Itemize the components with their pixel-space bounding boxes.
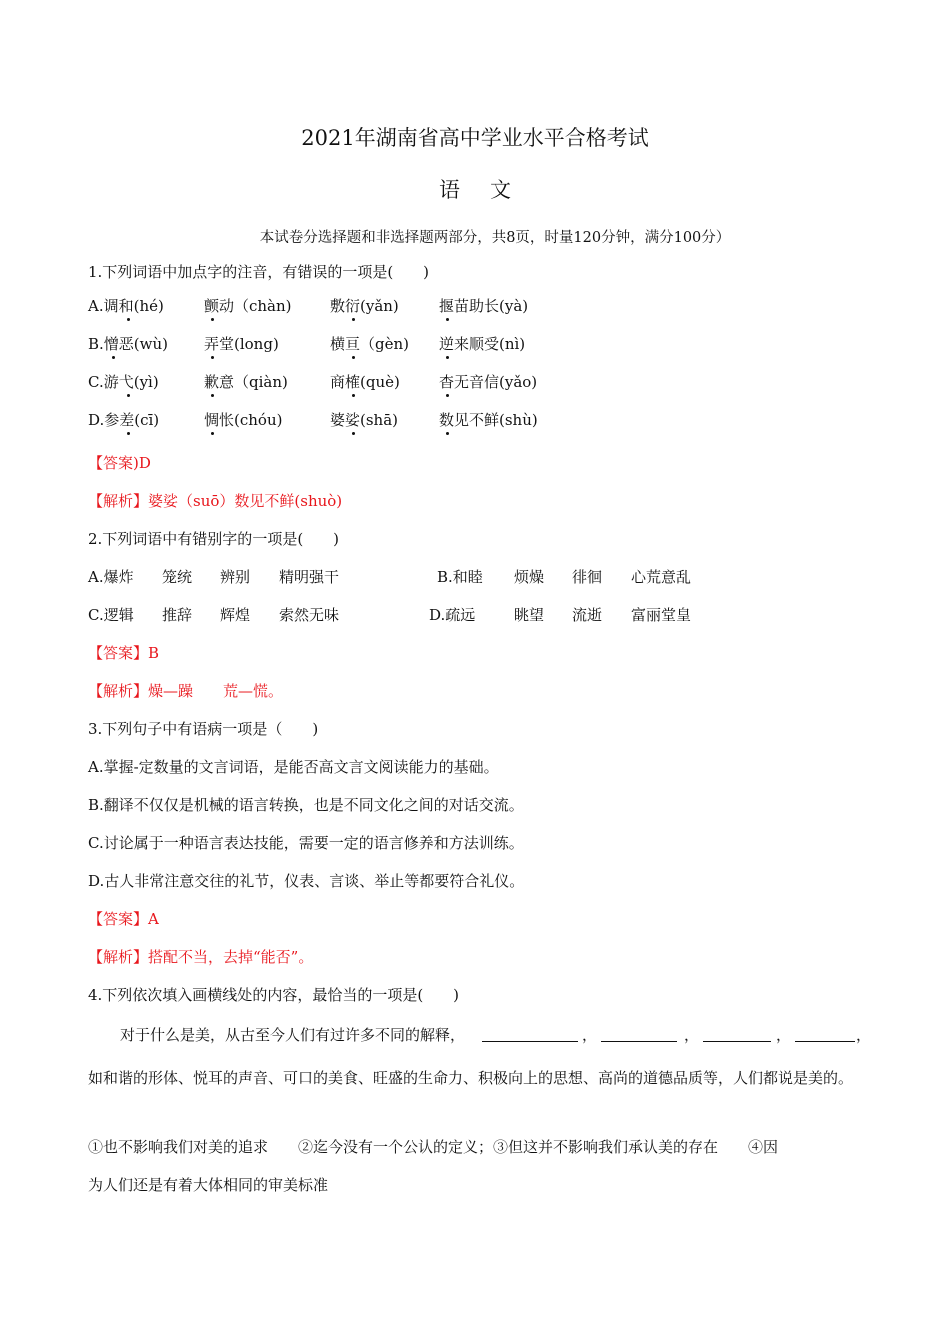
q2-item: B.和睦 xyxy=(437,568,483,586)
q1-analysis xyxy=(88,491,342,511)
q1-c-item-3: 商榷(què) xyxy=(330,373,400,391)
q3-analysis xyxy=(88,947,313,967)
emphasis-dot xyxy=(446,432,449,435)
q1-b-item-3: 横亘（gèn) xyxy=(330,335,409,353)
q1-answer: 【答案)D xyxy=(88,454,151,472)
q4-passage-rest: 如和谐的形体、悦耳的声音、可口的美食、旺盛的生命力、积极向上的思想、高尚的道德品质等，人们都说是美的。 xyxy=(88,1069,854,1087)
q2-item: 笼统 xyxy=(162,568,193,586)
fill-blank-4 xyxy=(795,1041,855,1042)
emphasis-dot xyxy=(112,356,115,359)
emphasis-dot xyxy=(211,432,214,435)
q1-d-item-4: 数见不鲜(shù) xyxy=(439,411,538,429)
q2-answer: 【答案】B xyxy=(88,644,160,662)
q3-answer: 【答案】A xyxy=(88,910,159,928)
q2-item: D.疏远 xyxy=(429,606,476,624)
q2-item: 徘徊 xyxy=(572,568,603,586)
emphasis-dot xyxy=(352,394,355,397)
q2-analysis xyxy=(88,681,283,701)
q2-item: 烦燥 xyxy=(514,568,545,586)
emphasis-dot xyxy=(446,356,449,359)
emphasis-dot xyxy=(211,318,214,321)
q1-b-item-2: 弄堂(long) xyxy=(204,335,279,353)
analysis-label: 【解析】 xyxy=(88,682,149,700)
analysis-text: 婆娑（suō）数见不鲜(shuò) xyxy=(148,492,343,510)
q1-stem: 1.下列词语中加点字的注音，有错误的一项是( ) xyxy=(88,263,430,281)
q4-choices-line-2: 为人们还是有着大体相同的审美标准 xyxy=(88,1176,329,1194)
q3-option-c: C.讨论属于一种语言表达技能，需要一定的语言修养和方法训练。 xyxy=(88,834,524,852)
q2-stem: 2.下列词语中有错别字的一项是( ) xyxy=(88,530,340,548)
q4-stem: 4.下列依次填入画横线处的内容，最恰当的一项是( ) xyxy=(88,986,460,1004)
emphasis-dot xyxy=(446,394,449,397)
q3-option-d: D.古人非常注意交往的礼节，仪表、言谈、举止等都要符合礼仪。 xyxy=(88,872,525,890)
q4-separator: ， xyxy=(684,1026,700,1044)
q4-separator: ， xyxy=(856,1026,872,1044)
q4-separator: ， xyxy=(776,1026,792,1044)
exam-title: 2021年湖南省高中学业水平合格考试 xyxy=(301,126,649,150)
analysis-label: 【解析】 xyxy=(88,492,149,510)
q3-option-b: B.翻译不仅仅是机械的语言转换，也是不同文化之间的对话交流。 xyxy=(88,796,524,814)
exam-intro: 本试卷分选择题和非选择题两部分，共8页，时量120分钟，满分100分） xyxy=(259,230,731,246)
emphasis-dot xyxy=(211,356,214,359)
q1-b-item-4: 逆来顺受(nì) xyxy=(439,335,526,353)
q3-stem: 3.下列句子中有语病一项是（ ) xyxy=(88,720,319,738)
fill-blank-1 xyxy=(482,1041,578,1042)
q2-item: C.逻辑 xyxy=(88,606,134,624)
emphasis-dot xyxy=(352,318,355,321)
q2-item: 索然无味 xyxy=(279,606,340,624)
q2-item: 心荒意乱 xyxy=(631,568,692,586)
q2-item: 富丽堂皇 xyxy=(631,606,692,624)
emphasis-dot xyxy=(127,394,130,397)
subject-heading: 语文 xyxy=(439,178,541,202)
analysis-label: 【解析】 xyxy=(88,948,149,966)
q4-choices-line-1: ①也不影响我们对美的追求 ②迄今没有一个公认的定义；③但这并不影响我们承认美的存在 ④因 xyxy=(88,1138,779,1156)
q1-c-item-4: 杳无音信(yǎo) xyxy=(439,373,538,391)
q1-d-item-2: 惆怅(chóu) xyxy=(204,411,283,429)
q2-item: A.爆炸 xyxy=(88,568,134,586)
q2-item: 辉煌 xyxy=(220,606,251,624)
analysis-text: 燥—躁 荒—慌。 xyxy=(148,682,284,700)
q1-d-item-1: D.参差(cī) xyxy=(88,411,160,429)
analysis-text: 搭配不当，去掉“能否”。 xyxy=(148,948,314,966)
q4-separator: ， xyxy=(582,1026,598,1044)
q2-item: 辨别 xyxy=(220,568,251,586)
fill-blank-3 xyxy=(703,1041,771,1042)
q1-a-item-1: A.调和(hé) xyxy=(88,297,164,315)
fill-blank-2 xyxy=(601,1041,677,1042)
q1-a-item-3: 敷衍(yǎn) xyxy=(330,297,399,315)
q2-item: 精明强干 xyxy=(279,568,340,586)
q1-a-item-2: 颤动（chàn) xyxy=(204,297,292,315)
emphasis-dot xyxy=(352,432,355,435)
q2-item: 眺望 xyxy=(514,606,545,624)
q2-item: 流逝 xyxy=(572,606,603,624)
q3-option-a: A.掌握-定数量的文言词语，是能否高文言文阅读能力的基础。 xyxy=(88,758,499,776)
q1-d-item-3: 婆娑(shā) xyxy=(330,411,399,429)
q2-item: 推辞 xyxy=(162,606,193,624)
emphasis-dot xyxy=(446,318,449,321)
q1-c-item-2: 歉意（qiàn) xyxy=(204,373,288,391)
emphasis-dot xyxy=(127,432,130,435)
q1-c-item-1: C.游弋(yì) xyxy=(88,373,159,391)
q1-a-item-4: 揠苗助长(yà) xyxy=(439,297,529,315)
q4-passage-start: 对于什么是美，从古至今人们有过许多不同的解释， xyxy=(120,1026,466,1044)
q1-b-item-1: B.憎恶(wù) xyxy=(88,335,168,353)
emphasis-dot xyxy=(352,356,355,359)
emphasis-dot xyxy=(211,394,214,397)
emphasis-dot xyxy=(127,318,130,321)
